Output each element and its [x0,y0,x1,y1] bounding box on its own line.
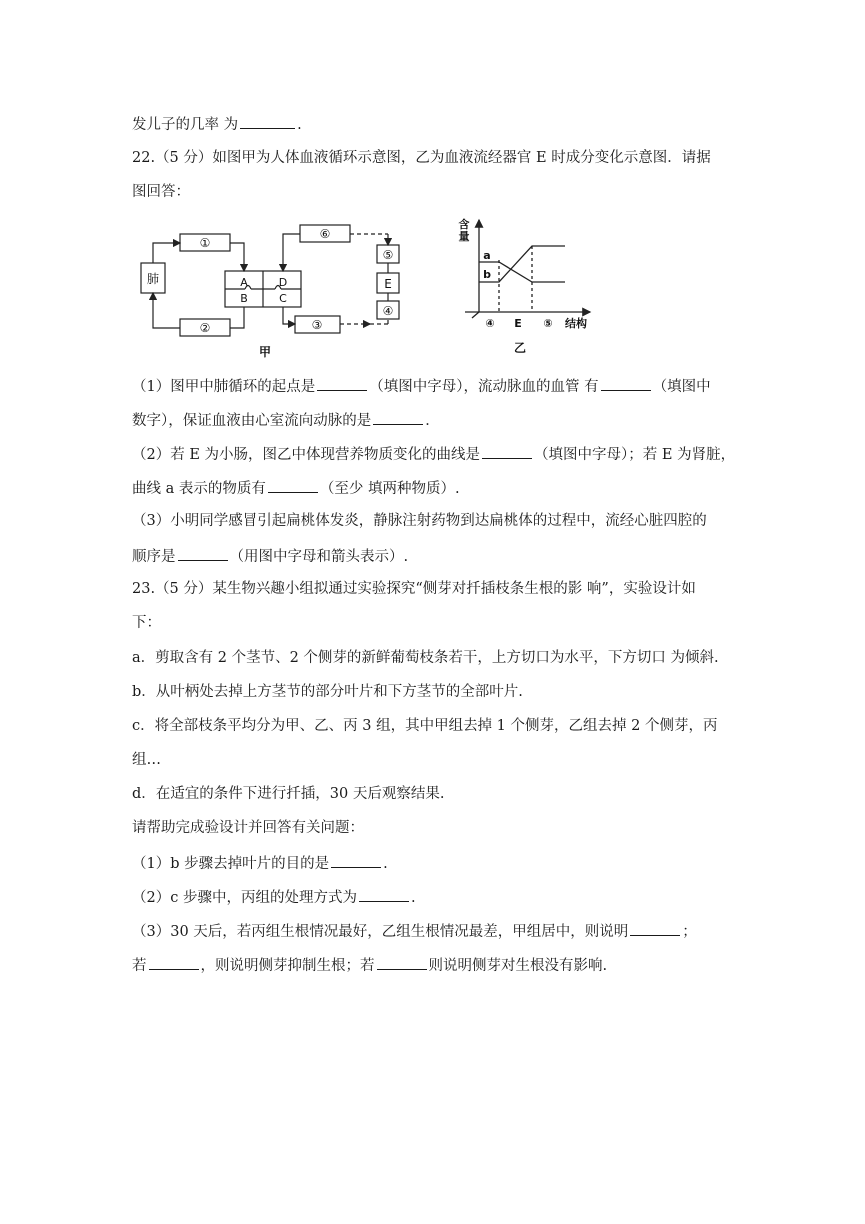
text: 曲线 a 表示的物质有 [132,481,266,497]
answer-blank[interactable] [178,545,228,561]
q22-part1-cont [132,409,737,431]
q22-part1 [132,375,737,397]
y-axis-label-2: 量 [458,230,470,243]
question-22-stem [132,148,737,168]
prev-question-tail [132,113,737,135]
request-line [132,818,737,838]
label-A: A [240,276,248,289]
q23-part3 [132,920,737,942]
question-23-stem-cont [132,613,737,633]
label-4: ④ [382,304,394,318]
figure-caption-yi: 乙 [513,341,527,355]
label-1: ① [199,236,211,250]
text: （3）30 天后，若丙组生根情况最好，乙组生根情况最差，甲组居中，则说明 [132,924,629,940]
y-axis-label-1: 含 [458,218,470,231]
text: 顺序是 [132,549,176,565]
text: 图回答： [132,184,190,200]
step-b [132,682,737,702]
label-C: C [279,292,287,305]
text: 请帮助完成验设计并回答有关问题： [132,820,364,836]
answer-blank[interactable] [149,954,199,970]
text: c．将全部枝条平均分为甲、乙、丙 3 组，其中甲组去掉 1 个侧芽，乙组去掉 2 个侧芽，丙 [132,718,718,734]
question-22-stem-cont [132,182,737,202]
q22-part3 [132,511,737,531]
q23-part1 [132,852,737,874]
answer-blank[interactable] [317,375,367,391]
text: 22.（5 分）如图甲为人体血液循环示意图，乙为血液流经器官 E 时成分变化示意图．请据 [132,150,711,166]
label-2: ② [199,321,211,335]
q22-part2 [132,443,737,465]
label-3: ③ [311,318,323,332]
text: ； [682,924,697,940]
step-c-cont [132,750,737,770]
text: （2）c 步骤中，丙组的处理方式为 [132,890,357,906]
label-B: B [240,292,248,305]
label-6: ⑥ [319,227,331,241]
x-label-4: ④ [485,317,495,330]
q23-part2 [132,886,737,908]
curve-b-label: b [483,268,491,281]
text: 若 [132,958,147,974]
q22-part2-cont [132,477,737,499]
text: a．剪取含有 2 个茎节、2 个侧芽的新鲜葡萄枝条若干，上方切口为水平，下方切口 为倾斜. [132,650,719,666]
label-5: ⑤ [382,248,394,262]
label-E: E [384,277,392,291]
text: （填图中字母）；若 E 为肾脏， [534,447,736,463]
answer-blank[interactable] [373,409,423,425]
step-d [132,784,737,804]
text: . [297,117,302,133]
text: 下： [132,615,161,631]
step-c [132,716,737,736]
text: 数字），保证血液由心室流向动脉的是 [132,413,372,429]
text: 发儿子的几率 为 [132,117,239,133]
text: 组… [132,752,161,768]
step-a [132,648,737,668]
text: （用图中字母和箭头表示）. [229,549,409,565]
text: （1）b 步骤去掉叶片的目的是 [132,856,330,872]
answer-blank[interactable] [377,954,427,970]
text: （2）若 E 为小肠，图乙中体现营养物质变化的曲线是 [132,447,481,463]
figure-caption-jia: 甲 [258,345,272,359]
text: 则说明侧芽对生根没有影响. [428,958,608,974]
text: （至少 填两种物质）. [319,481,460,497]
text: （填图中 [652,379,711,395]
text: . [383,856,388,872]
answer-blank[interactable] [482,443,532,459]
q22-part3-cont [132,545,737,567]
label-D: D [278,276,288,289]
text: （3）小明同学感冒引起扁桃体发炎，静脉注射药物到达扁桃体的过程中，流经心脏四腔的 [132,513,707,529]
answer-blank[interactable] [331,852,381,868]
text: （填图中字母），流动脉血的血管 有 [369,379,599,395]
q23-part3-cont [132,954,737,976]
text: 23.（5 分）某生物兴趣小组拟通过实验探究“侧芽对扦插枝条生根的影 响”，实验设计如 [132,581,696,597]
answer-blank[interactable] [601,375,651,391]
answer-blank[interactable] [630,920,680,936]
circulation-diagram [135,218,435,363]
answer-blank[interactable] [268,477,318,493]
answer-blank[interactable] [240,113,295,129]
answer-blank[interactable] [359,886,409,902]
text: . [410,890,416,906]
question-23-stem [132,579,737,599]
lung-label: 肺 [146,272,160,286]
text: b．从叶柄处去掉上方茎节的部分叶片和下方茎节的全部叶片. [132,684,523,700]
text: ． [425,413,440,429]
content-change-diagram [450,212,600,362]
curve-a-label: a [483,249,491,262]
x-label-5: ⑤ [543,317,553,330]
x-label-E: E [514,317,522,330]
text: （1）图甲中肺循环的起点是 [132,379,316,395]
text: ，则说明侧芽抑制生根；若 [200,958,375,974]
x-axis-label: 结构 [565,317,587,330]
text: d．在适宜的条件下进行扦插，30 天后观察结果. [132,786,445,802]
